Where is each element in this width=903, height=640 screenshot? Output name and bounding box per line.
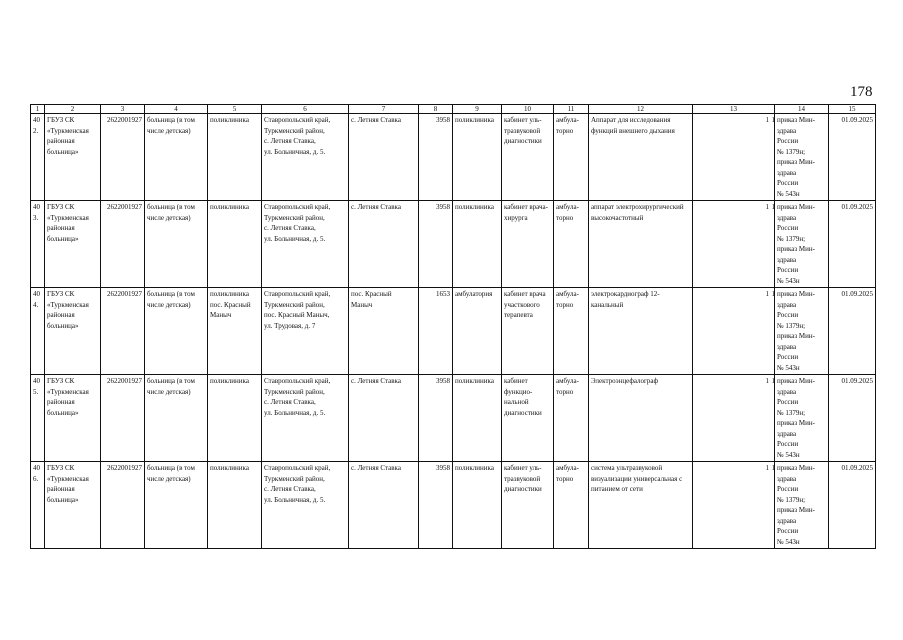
care-mode-cell: амбула- торно (554, 201, 589, 288)
column-header: 2 (45, 105, 101, 114)
institution-type-cell: больница (в том числе детская) (145, 462, 208, 549)
column-header: 5 (208, 105, 262, 114)
organization-cell: ГБУЗ СК «Туркменская районная больница» (45, 375, 101, 462)
row-number-cell: 403. (31, 201, 45, 288)
address-cell: Ставропольский край, Туркменский район, с. Летняя Ставка, ул. Больничная, д. 5. (262, 114, 349, 201)
column-header: 8 (419, 105, 453, 114)
equipment-cell: электрокардиограф 12- канальный (589, 288, 693, 375)
quantity-value: 1 (765, 290, 769, 298)
column-header: 1 (31, 105, 45, 114)
department-cell: поликлиника (453, 375, 502, 462)
table-row (31, 114, 876, 201)
unit-cell: поликлиника (208, 201, 262, 288)
order-cell: приказ Мин- здрава России № 1379н; приказ Мин- здрава России № 543н (775, 114, 829, 201)
column-header: 9 (453, 105, 502, 114)
date-cell: 01.09.2025 (829, 201, 876, 288)
address-cell: Ставропольский край, Туркменский район, с. Летняя Ставка, ул. Больничная, д. 5. (262, 201, 349, 288)
quantity-cell (693, 201, 775, 288)
quantity-cell (693, 375, 775, 462)
locality-cell: с. Летняя Ставка (349, 375, 419, 462)
order-cell: приказ Мин- здрава России № 1379н; приказ Мин- здрава России № 543н (775, 375, 829, 462)
department-cell: поликлиника (453, 462, 502, 549)
department-cell: поликлиника (453, 201, 502, 288)
inn-cell: 2622001927 (101, 462, 145, 549)
column-header: 12 (589, 105, 693, 114)
column-header: 15 (829, 105, 876, 114)
institution-type-cell: больница (в том числе детская) (145, 288, 208, 375)
row-number-cell: 406. (31, 462, 45, 549)
table-row (31, 462, 876, 549)
quantity-value-secondary: 1 (771, 290, 775, 298)
department-cell: поликлиника (453, 114, 502, 201)
quantity-value: 1 (765, 203, 769, 211)
column-header: 3 (101, 105, 145, 114)
quantity-value-secondary: 1 (771, 464, 775, 472)
quantity-cell (693, 462, 775, 549)
table-row (31, 201, 876, 288)
equipment-cell: Электроэнцефалограф (589, 375, 693, 462)
organization-cell: ГБУЗ СК «Туркменская районная больница» (45, 201, 101, 288)
care-mode-cell: амбула- торно (554, 288, 589, 375)
column-header: 11 (554, 105, 589, 114)
quantity-cell (693, 288, 775, 375)
locality-cell: с. Летняя Ставка (349, 201, 419, 288)
equipment-table (30, 104, 876, 549)
population-cell: 3958 (419, 201, 453, 288)
column-header: 4 (145, 105, 208, 114)
table-row (31, 375, 876, 462)
row-number-cell: 402. (31, 114, 45, 201)
unit-cell: поликлиника пос. Красный Маныч (208, 288, 262, 375)
room-cell: кабинет уль- тразвуковой диагностики (502, 114, 554, 201)
column-header: 13 (693, 105, 775, 114)
equipment-cell: система ультразвуковой визуализации универсальная с питанием от сети (589, 462, 693, 549)
inn-cell: 2622001927 (101, 375, 145, 462)
date-cell: 01.09.2025 (829, 462, 876, 549)
date-cell: 01.09.2025 (829, 375, 876, 462)
row-number-cell: 405. (31, 375, 45, 462)
population-cell: 3958 (419, 375, 453, 462)
institution-type-cell: больница (в том числе детская) (145, 375, 208, 462)
quantity-value: 1 (765, 464, 769, 472)
page-number: 178 (850, 84, 873, 100)
column-header: 10 (502, 105, 554, 114)
population-cell: 3958 (419, 462, 453, 549)
unit-cell: поликлиника (208, 462, 262, 549)
quantity-value: 1 (765, 116, 769, 124)
room-cell: кабинет врача- хирурга (502, 201, 554, 288)
institution-type-cell: больница (в том числе детская) (145, 114, 208, 201)
locality-cell: с. Летняя Ставка (349, 114, 419, 201)
order-cell: приказ Мин- здрава России № 1379н; приказ Мин- здрава России № 543н (775, 201, 829, 288)
address-cell: Ставропольский край, Туркменский район, пос. Красный Маныч, ул. Трудовая, д. 7 (262, 288, 349, 375)
quantity-cell (693, 114, 775, 201)
organization-cell: ГБУЗ СК «Туркменская районная больница» (45, 288, 101, 375)
row-number-cell: 404. (31, 288, 45, 375)
quantity-value-secondary: 1 (771, 203, 775, 211)
room-cell: кабинет функцио- нальной диагностики (502, 375, 554, 462)
address-cell: Ставропольский край, Туркменский район, с. Летняя Ставка, ул. Больничная, д. 5. (262, 462, 349, 549)
equipment-cell: аппарат электрохирургический высокочастотный (589, 201, 693, 288)
organization-cell: ГБУЗ СК «Туркменская районная больница» (45, 462, 101, 549)
column-header: 7 (349, 105, 419, 114)
care-mode-cell: амбула- торно (554, 114, 589, 201)
care-mode-cell: амбула- торно (554, 375, 589, 462)
institution-type-cell: больница (в том числе детская) (145, 201, 208, 288)
table-body (31, 114, 876, 549)
quantity-value: 1 (765, 377, 769, 385)
care-mode-cell: амбула- торно (554, 462, 589, 549)
equipment-cell: Аппарат для исследования функций внешнего дыхания (589, 114, 693, 201)
unit-cell: поликлиника (208, 114, 262, 201)
locality-cell: с. Летняя Ставка (349, 462, 419, 549)
room-cell: кабинет уль- тразвуковой диагностики (502, 462, 554, 549)
department-cell: амбулатория (453, 288, 502, 375)
population-cell: 1653 (419, 288, 453, 375)
organization-cell: ГБУЗ СК «Туркменская районная больница» (45, 114, 101, 201)
room-cell: кабинет врача участкового терапевта (502, 288, 554, 375)
table-row (31, 288, 876, 375)
quantity-value-secondary: 1 (771, 116, 775, 124)
inn-cell: 2622001927 (101, 114, 145, 201)
order-cell: приказ Мин- здрава России № 1379н; приказ Мин- здрава России № 543н (775, 462, 829, 549)
column-header: 14 (775, 105, 829, 114)
locality-cell: пос. Красный Маныч (349, 288, 419, 375)
date-cell: 01.09.2025 (829, 114, 876, 201)
population-cell: 3958 (419, 114, 453, 201)
column-header: 6 (262, 105, 349, 114)
quantity-value-secondary: 1 (771, 377, 775, 385)
inn-cell: 2622001927 (101, 201, 145, 288)
address-cell: Ставропольский край, Туркменский район, с. Летняя Ставка, ул. Больничная, д. 5. (262, 375, 349, 462)
header-row (31, 105, 876, 114)
unit-cell: поликлиника (208, 375, 262, 462)
inn-cell: 2622001927 (101, 288, 145, 375)
date-cell: 01.09.2025 (829, 288, 876, 375)
order-cell: приказ Мин- здрава России № 1379н; приказ Мин- здрава России № 543н (775, 288, 829, 375)
